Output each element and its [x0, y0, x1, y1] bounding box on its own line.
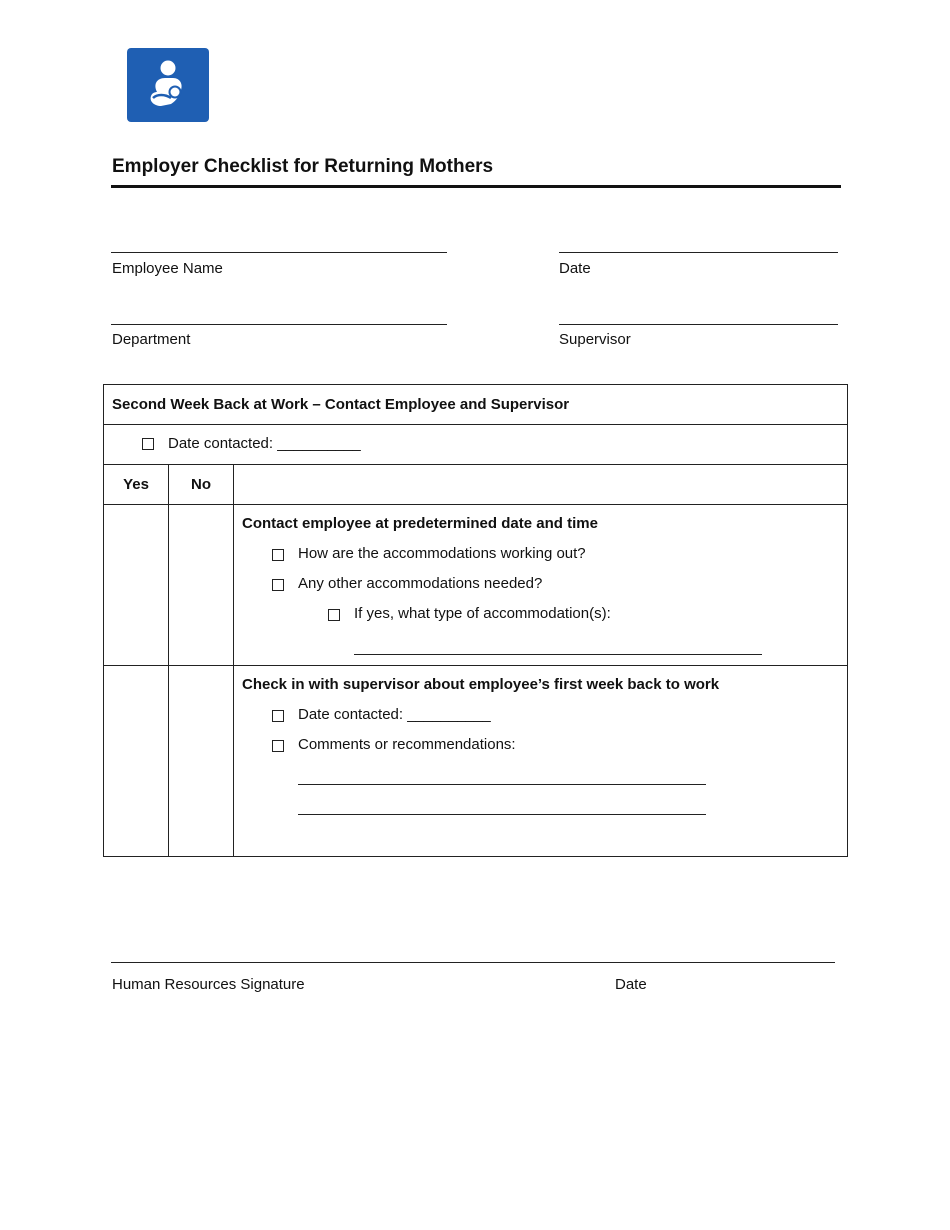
- section-header: Second Week Back at Work – Contact Employee and Supervisor: [104, 385, 848, 425]
- no-column-header: No: [169, 465, 234, 505]
- date-label: Date: [559, 260, 591, 277]
- hr-signature-label: Human Resources Signature: [112, 976, 305, 993]
- employee-name-field[interactable]: [111, 252, 447, 253]
- yes-column-header: Yes: [104, 465, 169, 505]
- checklist-item-2: [234, 666, 848, 857]
- item-2-option-2-label: Comments or recommendations:: [298, 736, 516, 753]
- date-contacted-label: Date contacted: __________: [168, 435, 361, 452]
- page-title: Employer Checklist for Returning Mothers: [112, 156, 494, 177]
- yes-cell-item-1[interactable]: [104, 505, 169, 666]
- department-field[interactable]: [111, 324, 447, 325]
- breastfeeding-logo: [127, 48, 209, 122]
- accommodation-type-field[interactable]: [354, 654, 762, 655]
- signature-date-label: Date: [615, 976, 647, 993]
- employee-name-label: Employee Name: [112, 260, 223, 277]
- no-cell-item-2[interactable]: [169, 666, 234, 857]
- item-1-sub-option-checkbox[interactable]: [328, 609, 340, 621]
- description-column-header: [234, 465, 848, 505]
- department-label: Department: [112, 331, 191, 348]
- item-1-title: Contact employee at predetermined date and time: [242, 515, 598, 532]
- item-1-option-1-checkbox[interactable]: [272, 549, 284, 561]
- title-divider: [111, 185, 841, 188]
- item-2-option-1-label: Date contacted: __________: [298, 706, 491, 723]
- date-field[interactable]: [559, 252, 838, 253]
- supervisor-field[interactable]: [559, 324, 838, 325]
- item-1-option-1-label: How are the accommodations working out?: [298, 545, 586, 562]
- item-2-option-1-checkbox[interactable]: [272, 710, 284, 722]
- item-2-title: Check in with supervisor about employee’s first week back to work: [242, 676, 720, 693]
- date-contacted-checkbox[interactable]: [142, 438, 154, 450]
- comments-line-2-field[interactable]: [298, 814, 706, 815]
- no-cell-item-1[interactable]: [169, 505, 234, 666]
- comments-line-1-field[interactable]: [298, 784, 706, 785]
- hr-signature-field[interactable]: [111, 962, 835, 963]
- checklist-table: [103, 384, 848, 857]
- breastfeeding-icon: [127, 48, 209, 122]
- item-1-option-2-checkbox[interactable]: [272, 579, 284, 591]
- yes-cell-item-2[interactable]: [104, 666, 169, 857]
- checklist-item-1: [234, 505, 848, 666]
- date-contacted-row: [104, 425, 848, 465]
- supervisor-label: Supervisor: [559, 331, 631, 348]
- item-1-option-2-label: Any other accommodations needed?: [298, 575, 543, 592]
- item-1-sub-option-label: If yes, what type of accommodation(s):: [354, 605, 611, 622]
- item-2-option-2-checkbox[interactable]: [272, 740, 284, 752]
